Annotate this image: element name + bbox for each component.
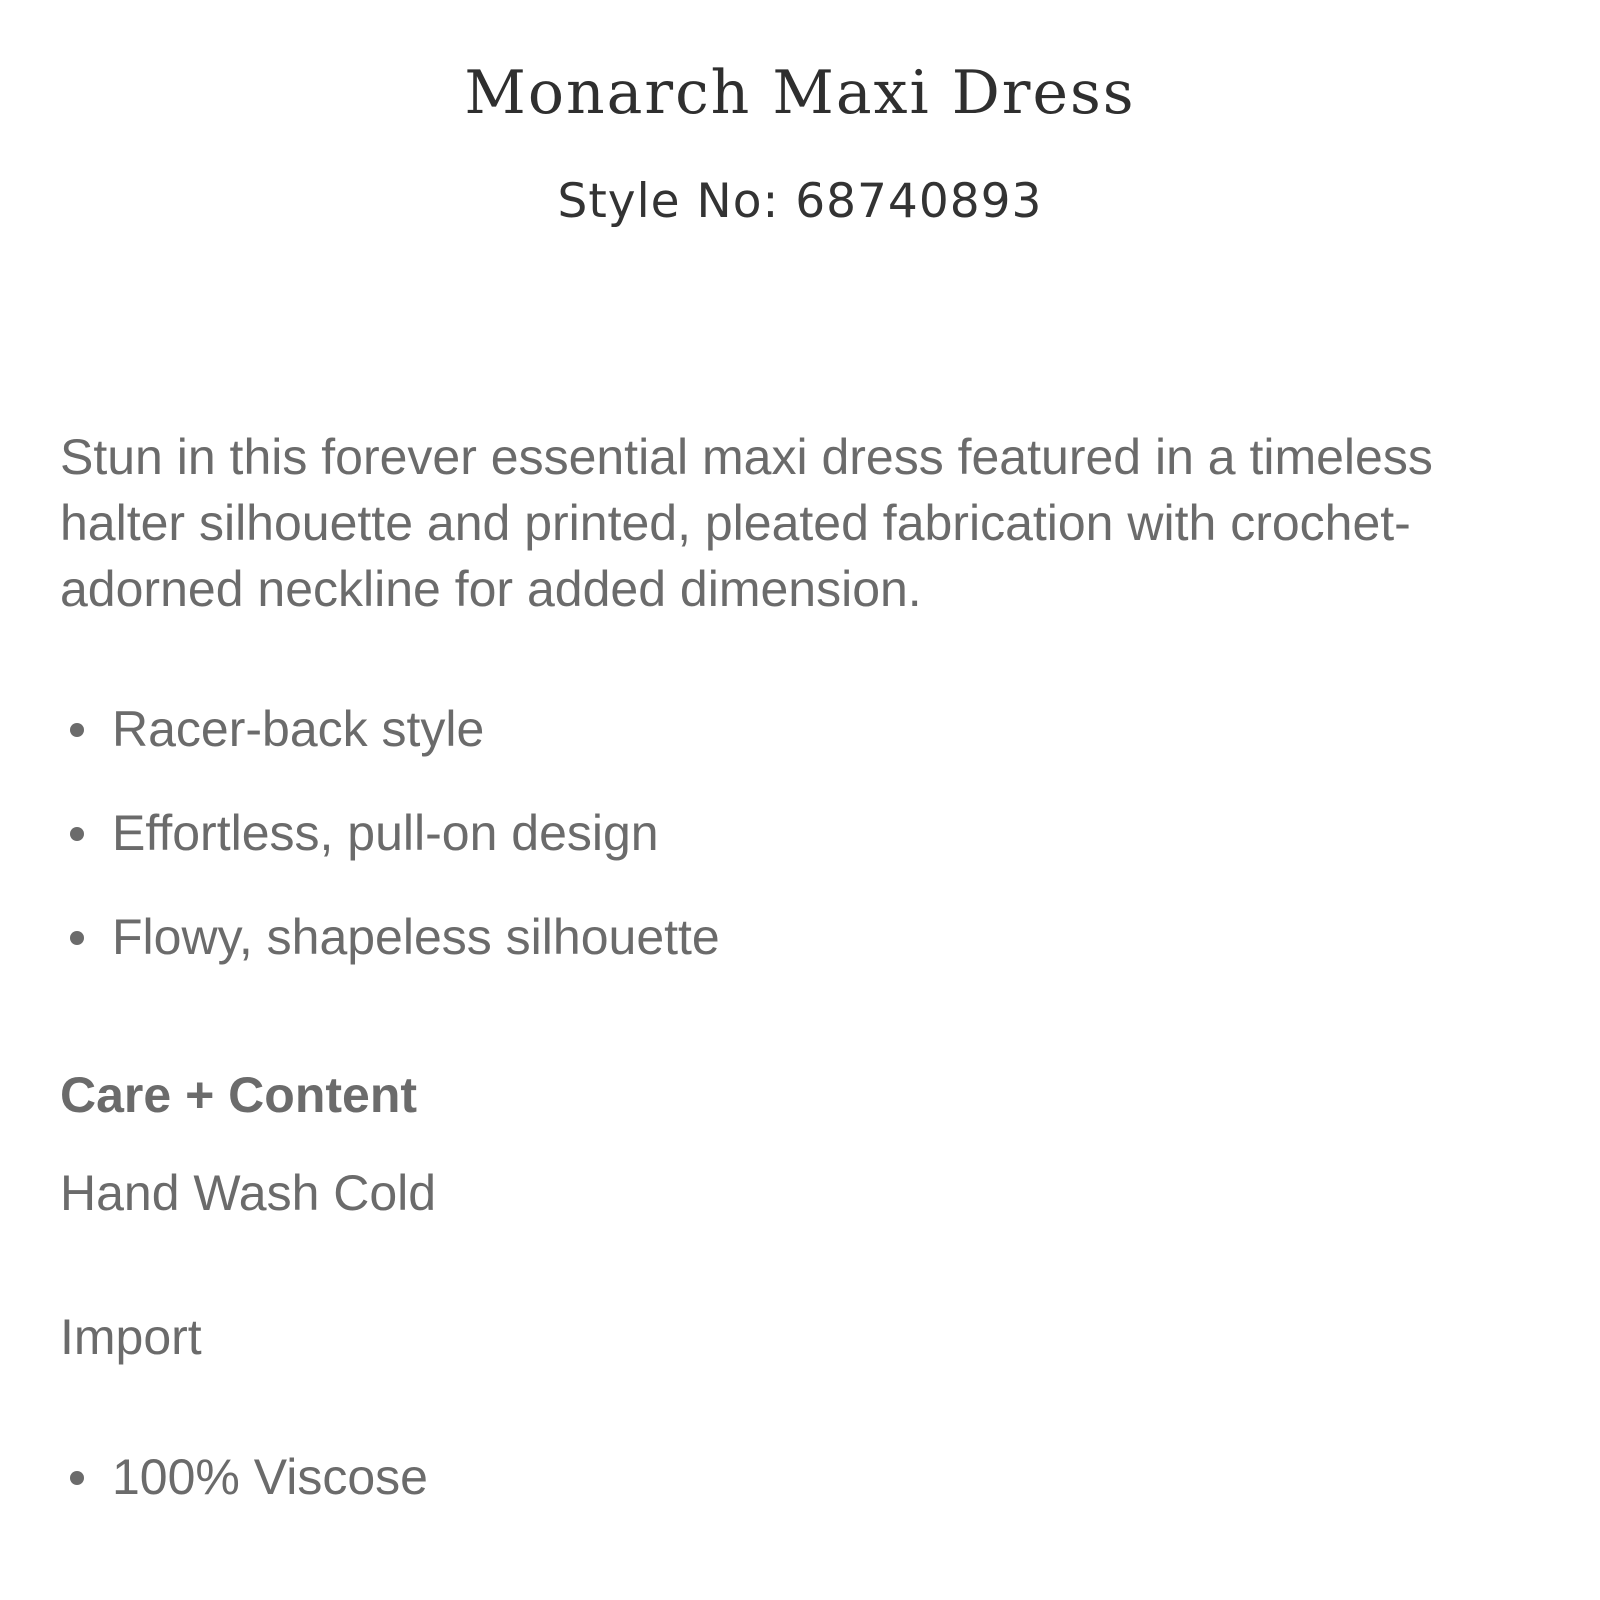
feature-list (60, 696, 720, 1008)
feature-item: Effortless, pull-on design (60, 800, 720, 904)
style-number: Style No: 68740893 (557, 174, 1043, 229)
material-item: 100% Viscose (60, 1444, 428, 1548)
care-content-heading: Care + Content (60, 1067, 418, 1123)
product-title: Monarch Maxi Dress (464, 58, 1136, 128)
feature-item: Racer-back style (60, 696, 720, 800)
care-instructions: Hand Wash Cold (60, 1165, 437, 1221)
material-list (60, 1444, 428, 1548)
feature-item: Flowy, shapeless silhouette (60, 904, 720, 1008)
product-description: Stun in this forever essential maxi dress featured in a timeless halter silhouette and printed, pleated fabrication with crochet-adorned neckline for added dimension. (60, 429, 1433, 617)
origin-label: Import (60, 1309, 202, 1365)
